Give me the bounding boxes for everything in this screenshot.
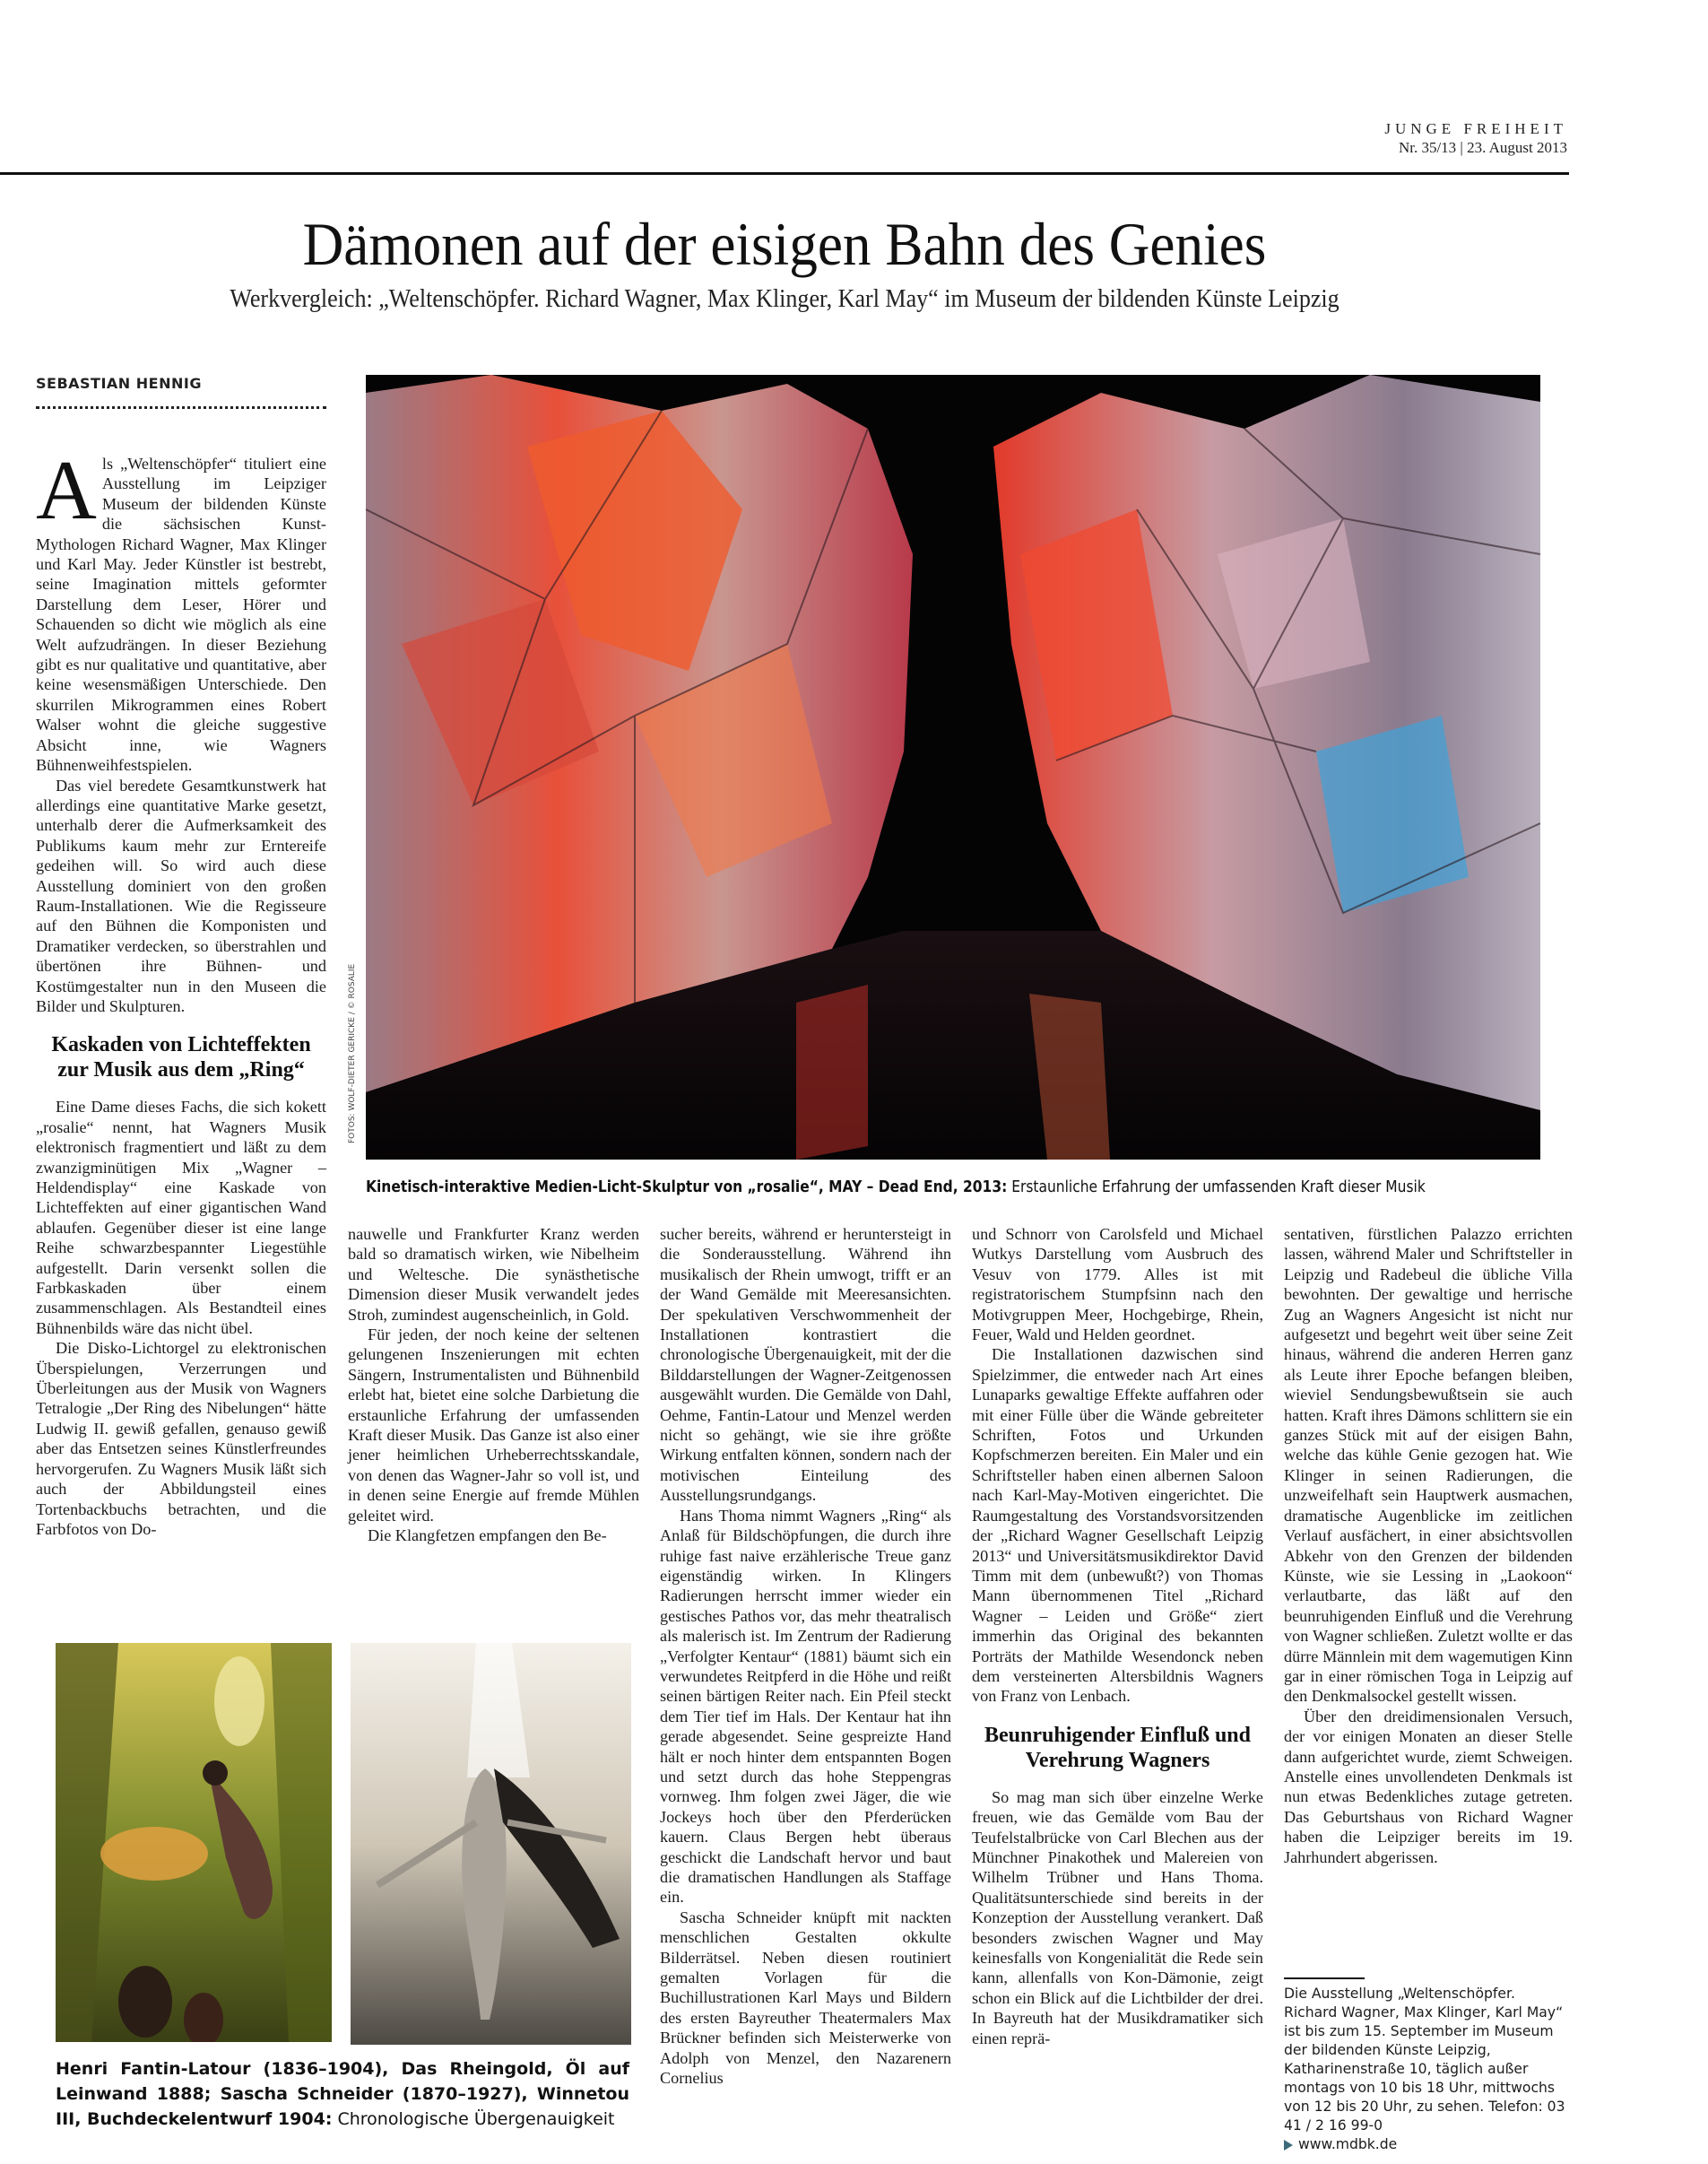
- paragraph: sentativen, fürstlichen Palazzo errichten lassen, während Maler und Schriftsteller in Leipzig und Radebeul die übliche Villa bewohnten. Der gewaltige und herrische Zug an Wagners Angesicht ist nicht nur aufgesetzt und begehrt weit über seine Zeit hinaus, während die anderen Herren ganz als Leute ihrer Epoche befangen bleiben, wieviel Sendungsbewußtsein sie auch hatten. Kraft ihres Dämons schlittern sie ein ganzes Stück mit auf der eisigen Bahn, welche das kühle Genie gezogen hat. Wie Klinger in seinen Radierungen, die unzweifelhaft sein Hauptwerk ausmachen, dramatische Augenblicke im zeitlichen Verlauf ausfächert, in einer absichtsvollen Abkehr von den Grenzen der bildenden Künste, wie sie Lessing in „Laokoon“ verlautbarte, das läßt auf den beunruhigenden Einfluß und die Verehrung von Wagner schließen. Zuletzt wollte er das dürre Männlein mit dem wagemutigen Kinn gar in einer römischen Toga in Leipzig auf den Denkmalsockel gestellt wissen.: [1284, 1225, 1573, 1706]
- author-byline: SEBASTIAN HENNIG: [36, 375, 202, 392]
- masthead: [1384, 120, 1567, 157]
- header-rule: [0, 172, 1569, 175]
- painting-rheingold: [56, 1643, 332, 2042]
- paragraph: [36, 444, 326, 776]
- main-photo-caption: [366, 1178, 1426, 1196]
- article-column-3: [660, 1224, 951, 2088]
- caption-text: Erstaunliche Erfahrung der umfassenden Kraft dieser Musik: [1007, 1178, 1426, 1196]
- author-divider: [36, 406, 326, 409]
- paragraph: und Schnorr von Carolsfeld und Michael Wutkys Darstellung vom Ausbruch des Vesuv von 1779. Alles ist mit registratorischem Stumpfsinn nach den Motivgruppen Meer, Hochgebirge, Rhein, Feuer, Wald und Helden geordnet.: [972, 1225, 1263, 1344]
- paragraph-text: ls „Weltenschöpfer“ tituliert eine Ausstellung im Leipziger Museum der bildenden Künste die sächsischen Kunst-Mythologen Richard Wagner, Max Klinger und Karl May. Jeder Künstler ist bestrebt, seine Imagination mittels geformter Darstellung dem Leser, Hörer und Schauenden so dicht wie möglich als eine Welt aufzudrängen. In dieser Beziehung gibt es nur qualitative und quantitative, aber keine wesensmäßigen Unterschiede. Den skurrilen Mikrogrammen eines Robert Walser wohnt die gleiche suggestive Absicht inne, wie Wagners Bühnenweihfestspielen.: [36, 455, 326, 775]
- website-link-text[interactable]: www.mdbk.de: [1298, 2136, 1398, 2152]
- photo-credit: FOTOS: WOLF-DIETER GERICKE / © ROSALIE: [348, 963, 357, 1143]
- paragraph: Über den dreidimensionalen Versuch, der vor einigen Monaten an dieser Stelle dann aufgerichtet wurde, ziemt Schweigen. Anstelle eines unvollendeten Denkmals ist nun etwas Bedenkliches zutage getreten. Das Geburtshaus von Richard Wagner haben die Leipziger bereits im 19. Jahrhundert abgerissen.: [1284, 1707, 1573, 1866]
- painting-winnetou-iii: [351, 1643, 631, 2045]
- website-link[interactable]: [1284, 2135, 1573, 2154]
- info-divider: [1284, 1977, 1365, 1979]
- subheadline: Werkvergleich: „Weltenschöpfer. Richard Wagner, Max Klinger, Karl May“ im Museum der bildenden Künste Leipzig: [230, 285, 1340, 313]
- paintings-caption: [56, 2056, 629, 2132]
- paragraph: So mag man sich über einzelne Werke freuen, wie das Gemälde vom Bau der Teufelstalbrücke von Carl Blechen aus der Münchner Pinakothek und Malereien von Wilhelm Trübner und Hans Thoma. Qualitätsunterschiede sind bereits in der Konzeption der Ausstellung verankert. Daß besonders zwischen Wagner und May keinesfalls von Kongenialität die Rede sein kann, allenfalls von Kon-Dämonie, zeigt schon ein Blick auf die Lichtbilder der drei. In Bayreuth hat der Musikdramatiker sich einen reprä-: [972, 1787, 1263, 2047]
- article-column-2: [348, 1224, 639, 1546]
- caption-text: Chronologische Übergenauigkeit: [332, 2109, 615, 2129]
- main-photo-light-sculpture: [366, 375, 1540, 1160]
- paragraph: nauwelle und Frankfurter Kranz werden bald so dramatisch wirken, wie Nibelheim und Weltesche. Die synästhetische Dimension dieser Musik verwandelt jedes Stroh, zumindest augenscheinlich, in Gold.: [348, 1225, 639, 1324]
- paragraph: Die Disko-Lichtorgel zu elektronischen Überspielungen, Verzerrungen und Überleitungen aus der Musik von Wagners Tetralogie „Der Ring des Nibelungen“ hätte Ludwig II. gewiß gefallen, genauso gewiß aber das Entsetzen seines Künstlerfreundes hervorgerufen. Zu Wagners Musik läßt sich auch der Abbildungsteil eines Tortenbackbuchs betrachten, und die Farbfotos von Do-: [36, 1339, 326, 1538]
- exhibition-info-box: [1284, 1985, 1573, 2154]
- newspaper-name: JUNGE FREIHEIT: [1384, 120, 1567, 137]
- article-column-5: [1284, 1224, 1573, 1867]
- paragraph: Eine Dame dieses Fachs, die sich kokett „rosalie“ nennt, hat Wagners Musik elektronisch fragmentiert und läßt zu dem zwanzigminütigen Mix „Wagner – Heldendisplay“ eine Kaskade von Lichteffekten auf einer gigantischen Wand ablaufen. Gegenüber dieser ist eine lange Reihe schwarzbespannter Liegestühle aufgestellt. Darin versenkt sollen die Farbkaskaden über einem zusammenschlagen. Als Bestandteil eines Bühnenbilds wäre das nicht übel.: [36, 1098, 326, 1337]
- paragraph: Das viel beredete Gesamtkunstwerk hat allerdings eine quantitative Marke gesetzt, unterhalb derer die Aufmerksamkeit des Publikums kaum mehr zur Erntereife gedeihen will. So wird auch diese Ausstellung dominiert von den großen Raum-Installationen. Wie die Regisseure auf den Bühnen die Komponisten und Dramatiker verdecken, so überstrahlen und übertönen ihre Bühnen- und Kostümgestalter nun in den Museen die Bilder und Skulpturen.: [36, 776, 326, 1015]
- caption-bold: Kinetisch-interaktive Medien-Licht-Skulptur von „rosalie“, MAY – Dead End, 2013:: [366, 1178, 1008, 1196]
- issue-info: Nr. 35/13 | 23. August 2013: [1398, 139, 1567, 156]
- section-heading: Beunruhigender Einfluß und Verehrung Wagners: [984, 1723, 1251, 1772]
- paragraph: Die Klangfetzen empfangen den Be-: [368, 1526, 607, 1545]
- triangle-right-icon: [1284, 2140, 1293, 2151]
- drop-cap: A: [36, 444, 97, 537]
- paragraph: Sascha Schneider knüpft mit nackten menschlichen Gestalten okkulte Bilderrätsel. Neben diesen routiniert gemalten Vorlagen für die Buchillustrationen Karl Mays und Bildern des ersten Bayreuther Theatermalers Max Brückner befinden sich Meisterwerke von Adolph von Menzel, den Nazarenern Cornelius: [660, 1908, 951, 2088]
- headline: Dämonen auf der eisigen Bahn des Genies: [302, 210, 1267, 278]
- caption-bold: Henri Fantin-Latour (1836–1904), Das Rheingold, Öl auf Leinwand 1888; Sascha Schneider (1870–1927), Winnetou III, Buchdeckelentwurf 1904:: [56, 2059, 629, 2129]
- article-column-4: [972, 1224, 1263, 2048]
- exhibition-info-text: Die Ausstellung „Weltenschöpfer. Richard Wagner, Max Klinger, Karl May“ ist bis zum 15. September im Museum der bildenden Künste Leipzig, Katharinenstraße 10, täglich außer montags von 10 bis 18 Uhr, mittwochs von 12 bis 20 Uhr, zu sehen. Telefon: 03 41 / 2 16 99-0: [1284, 1986, 1565, 2134]
- article-column-1: [36, 444, 326, 1539]
- paragraph: Die Installationen dazwischen sind Spielzimmer, die entweder nach Art eines Lunaparks gewaltige Effekte auffahren oder mit einer Fülle über die Wände gebreiteter Schriften, Fotos und Urkunden Kopfschmerzen bereiten. Ein Maler und ein Schriftsteller haben einen albernen Saloon nach Karl-May-Motiven eingerichtet. Die Raumgestaltung des Vorstandsvorsitzenden der „Richard Wagner Gesellschaft Leipzig 2013“ und Universitätsmusikdirektor David Timm mit dem (unbewußt?) von Thomas Mann übernommenen Titel „Richard Wagner – Leiden und Größe“ ziert immerhin das Original des bekannten Porträts der Mathilde Wesendonck neben dem versteinerten Altersbildnis Wagners von Franz von Lenbach.: [972, 1345, 1263, 1706]
- paragraph: Für jeden, der noch keine der seltenen gelungenen Inszenierungen mit echten Sängern, Instrumentalisten und Bühnenbild erlebt hat, bietet eine solche Darbietung die erstaunliche Erfahrung der umfassenden Kraft dieser Musik. Das Ganze ist also einer jener heimlichen Urheberrechtsskandale, von denen das Wagner-Jahr so voll ist, und in denen seine Energie auf fremde Mühlen geleitet wird.: [348, 1325, 639, 1525]
- section-heading: Kaskaden von Lichteffekten zur Musik aus dem „Ring“: [51, 1033, 311, 1082]
- paragraph: Hans Thoma nimmt Wagners „Ring“ als Anlaß für Bildschöpfungen, die durch ihre ruhige fast naive erzählerische Treue ganz eigenständig wirken. In Klingers Radierungen herrscht immer wieder ein gestisches Pathos vor, das mehr theatralisch als malerisch ist. Im Zentrum der Radierung „Verfolgter Kentaur“ (1881) bäumt sich ein verwundetes Reitpferd in die Höhe und reißt seinen bärtigen Reiter nach. Ein Pfeil steckt dem Tier tief im Hals. Der Kentaur hat ihn gerade abgesendet. Seine gespreizte Hand hält er noch hinter dem entspannten Bogen und setzt durch das hohe Steppengras vornweg. Ihm folgen zwei Jäger, die wie Jockeys hoch über den Pferderücken kauern. Claus Bergen hebt überaus geschickt die Landschaft hervor und baut die dramatischen Handlungen als Staffage ein.: [660, 1506, 951, 1907]
- paragraph: sucher bereits, während er heruntersteigt in die Sonderausstellung. Während ihn musikalisch der Rhein umwogt, trifft er an der Wand Gemälde mit Meeresansichten. Der spekulativen Verschwommenheit der Installationen kontrastiert die chronologische Übergenauigkeit, mit der die Bilddarstellungen der Wagner-Zeitgenossen ausgewählt wurden. Die Gemälde von Dahl, Oehme, Fantin-Latour und Menzel werden nicht so gehängt, wie sie ihre größte Wirkung entfalten können, sondern nach der motivischen Einteilung des Ausstellungsrundgangs.: [660, 1225, 951, 1505]
